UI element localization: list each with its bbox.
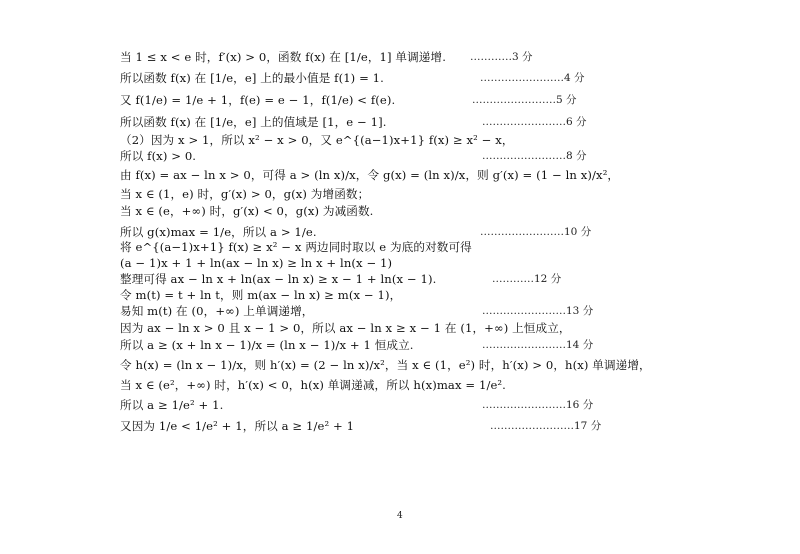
text-line: 所以 a ≥ 1/e² + 1. [120, 398, 224, 412]
text-line: （2）因为 x > 1，所以 x² − x > 0，又 e^{(a−1)x+1} f(x) ≥ x² − x， [120, 133, 514, 147]
score-mark: ……………………4 分 [480, 72, 585, 84]
score-mark: ……………………13 分 [482, 305, 594, 317]
text-line: 所以函数 f(x) 在 [1/e，e] 上的值域是 [1，e − 1]. [120, 115, 387, 129]
text-line: 所以 g(x)max = 1/e，所以 a > 1/e. [120, 225, 317, 239]
score-mark: …………3 分 [470, 51, 533, 63]
text-line: 整理可得 ax − ln x + ln(ax − ln x) ≥ x − 1 + ln(x − 1). [120, 272, 437, 286]
text-line: 由 f(x) = ax − ln x > 0，可得 a > (ln x)/x，令 g(x) = (ln x)/x，则 g′(x) = (1 − ln x)/x²， [120, 168, 620, 182]
score-mark: ……………………6 分 [482, 116, 587, 128]
text-line: 因为 ax − ln x > 0 且 x − 1 > 0，所以 ax − ln x ≥ x − 1 在 (1，+∞) 上恒成立， [120, 321, 571, 335]
score-mark: ……………………10 分 [480, 226, 592, 238]
page-number: 4 [397, 511, 403, 521]
text-line: 将 e^{(a−1)x+1} f(x) ≥ x² − x 两边同时取以 e 为底的对数可得 [120, 240, 472, 254]
score-mark: …………12 分 [492, 273, 562, 285]
score-mark: ……………………8 分 [482, 150, 587, 162]
score-mark: ……………………5 分 [472, 94, 577, 106]
text-line: 令 h(x) = (ln x − 1)/x，则 h′(x) = (2 − ln x)/x²，当 x ∈ (1，e²) 时，h′(x) > 0，h(x) 单调递增， [120, 358, 651, 372]
text-line: 又 f(1/e) = 1/e + 1，f(e) = e − 1，f(1/e) < f(e). [120, 93, 396, 107]
score-mark: ……………………17 分 [490, 420, 602, 432]
text-line: 当 x ∈ (e，+∞) 时，g′(x) < 0，g(x) 为减函数. [120, 204, 374, 218]
score-mark: ……………………16 分 [482, 399, 594, 411]
text-line: 令 m(t) = t + ln t，则 m(ax − ln x) ≥ m(x − 1)， [120, 288, 402, 302]
text-line: 所以 f(x) > 0. [120, 149, 197, 163]
text-line: 当 x ∈ (1，e) 时，g′(x) > 0，g(x) 为增函数； [120, 187, 370, 201]
text-line: 当 x ∈ (e²，+∞) 时，h′(x) < 0，h(x) 单调递减，所以 h(x)max = 1/e². [120, 378, 506, 392]
text-line: 当 1 ≤ x < e 时，f′(x) > 0，函数 f(x) 在 [1/e，1] 单调递增. [120, 50, 446, 64]
text-line: 易知 m(t) 在 (0，+∞) 上单调递增， [120, 304, 314, 318]
text-line: 又因为 1/e < 1/e² + 1，所以 a ≥ 1/e² + 1 [120, 419, 355, 433]
score-mark: ……………………14 分 [482, 339, 594, 351]
text-line: 所以函数 f(x) 在 [1/e，e] 上的最小值是 f(1) = 1. [120, 71, 384, 85]
text-line: (a − 1)x + 1 + ln(ax − ln x) ≥ ln x + ln(x − 1) [120, 256, 393, 270]
text-line: 所以 a ≥ (x + ln x − 1)/x = (ln x − 1)/x + 1 恒成立. [120, 338, 414, 352]
